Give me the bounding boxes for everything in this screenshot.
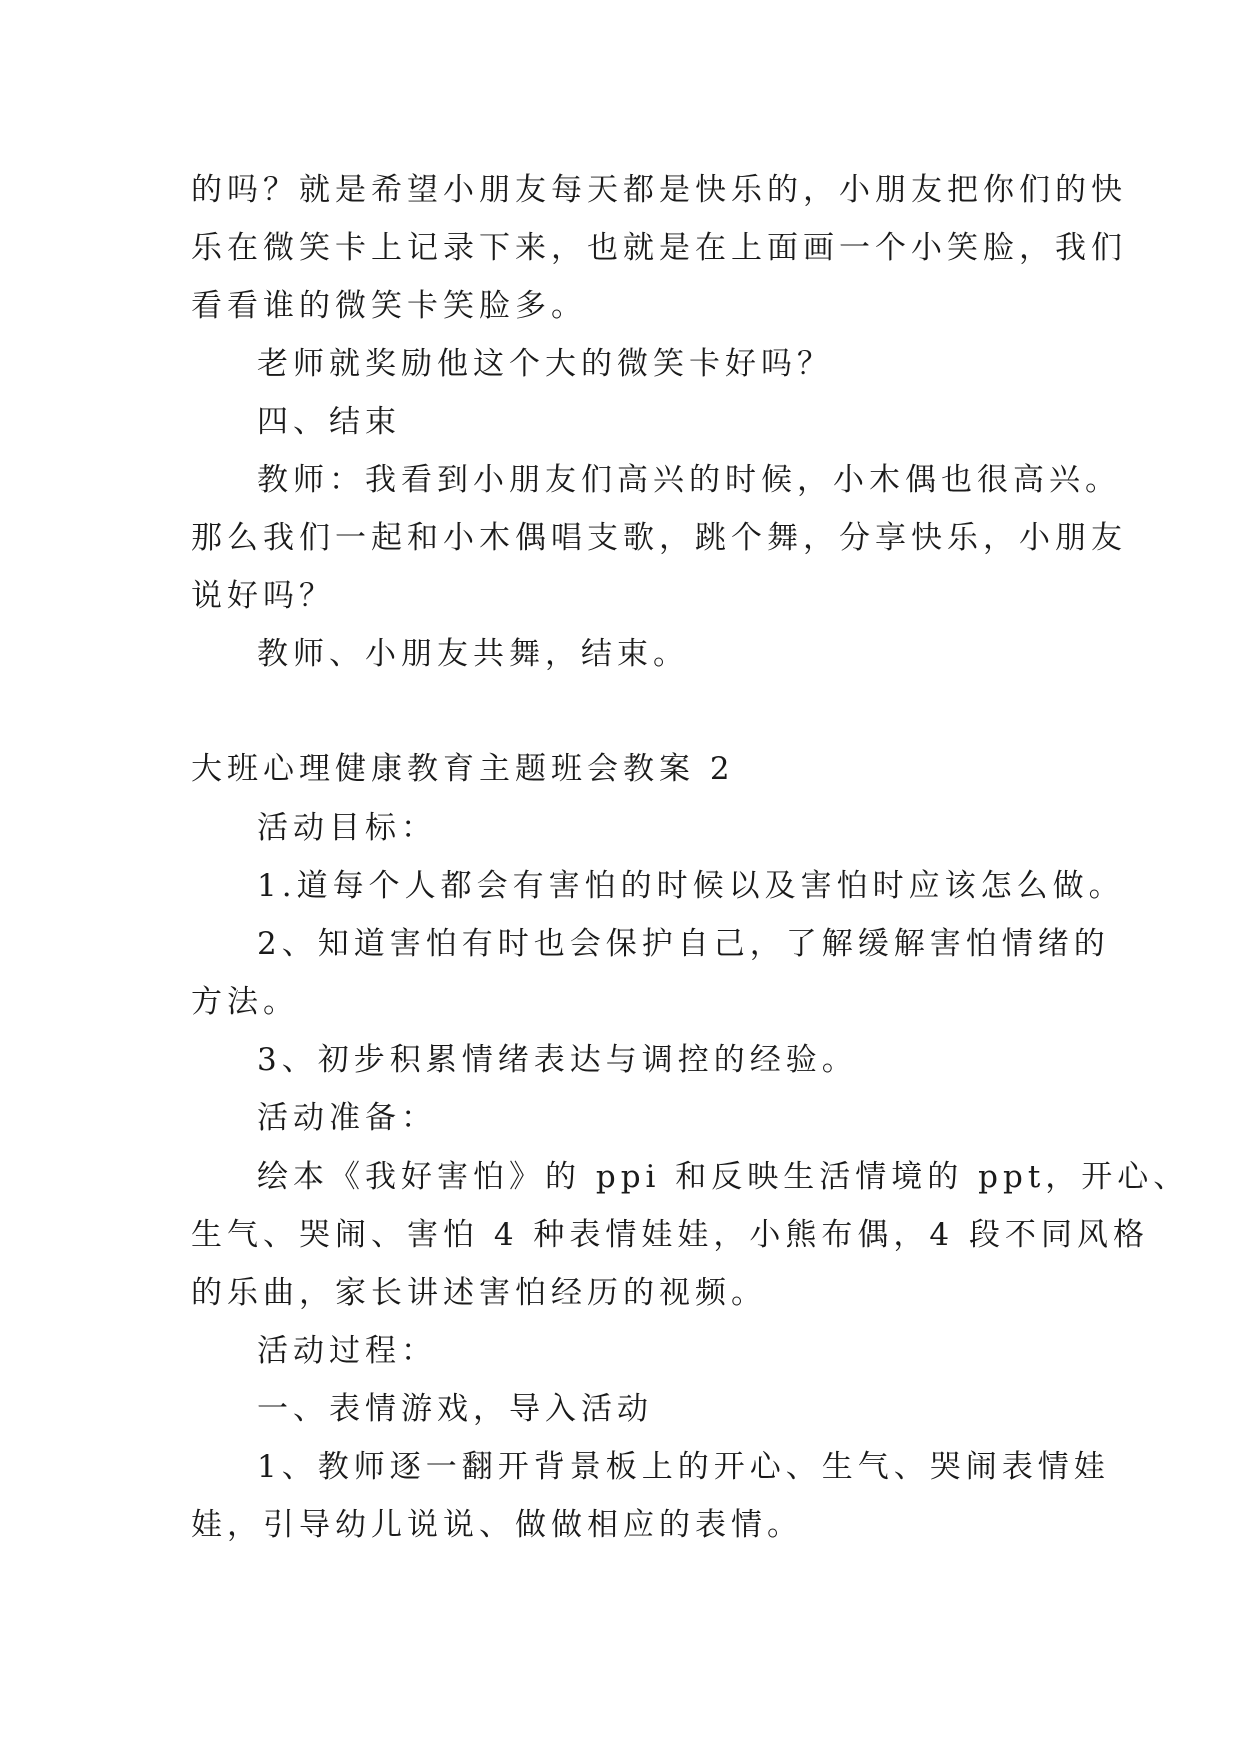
- body-line: 教师、小朋友共舞，结束。: [257, 636, 689, 672]
- section-heading: 一、表情游戏，导入活动: [257, 1391, 653, 1427]
- body-line: 的乐曲，家长讲述害怕经历的视频。: [191, 1275, 767, 1311]
- body-line: 生气、哭闹、害怕 4 种表情娃娃，小熊布偶，4 段不同风格: [191, 1217, 1150, 1253]
- section-heading: 活动准备：: [257, 1100, 437, 1136]
- body-line: 教师：我看到小朋友们高兴的时候，小木偶也很高兴。: [257, 462, 1121, 498]
- section-heading: 四、结束: [257, 404, 401, 440]
- document-title: 大班心理健康教育主题班会教案 2: [191, 751, 735, 787]
- body-line: 的吗？就是希望小朋友每天都是快乐的，小朋友把你们的快: [191, 172, 1127, 208]
- section-heading: 活动目标：: [257, 810, 437, 846]
- body-line: 看看谁的微笑卡笑脸多。: [191, 288, 587, 324]
- body-line: 说好吗？: [191, 578, 335, 614]
- body-line: 娃，引导幼儿说说、做做相应的表情。: [191, 1507, 803, 1543]
- body-line: 乐在微笑卡上记录下来，也就是在上面画一个小笑脸，我们: [191, 230, 1127, 266]
- body-line: 老师就奖励他这个大的微笑卡好吗？: [257, 346, 833, 382]
- body-line: 那么我们一起和小木偶唱支歌，跳个舞，分享快乐，小朋友: [191, 520, 1127, 556]
- list-item: 1.道每个人都会有害怕的时候以及害怕时应该怎么做。: [257, 868, 1125, 904]
- body-line: 方法。: [191, 984, 299, 1020]
- list-item: 3、初步积累情绪表达与调控的经验。: [257, 1042, 858, 1078]
- list-item: 2、知道害怕有时也会保护自己，了解缓解害怕情绪的: [257, 926, 1110, 962]
- section-heading: 活动过程：: [257, 1333, 437, 1369]
- list-item: 1、教师逐一翻开背景板上的开心、生气、哭闹表情娃: [257, 1449, 1110, 1485]
- body-line: 绘本《我好害怕》的 ppi 和反映生活情境的 ppt，开心、: [257, 1159, 1190, 1195]
